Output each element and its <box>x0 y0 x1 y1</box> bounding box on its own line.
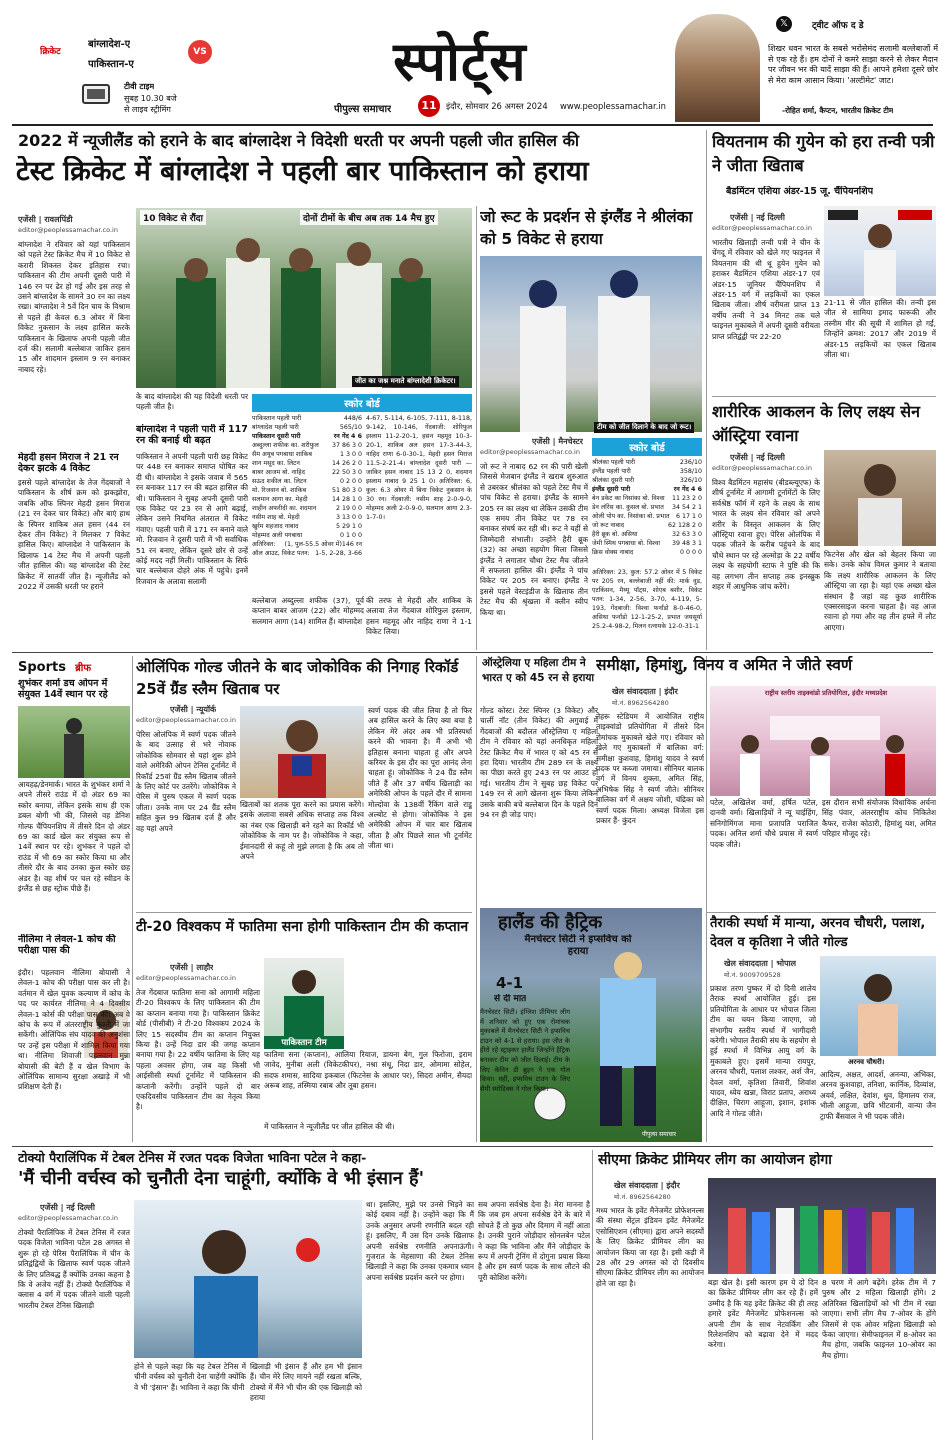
djokovic-email: editor@peoplessamachar.co.in <box>136 716 236 724</box>
himanshu-byline: खेल संवाददाता | इंदौर <box>612 687 678 696</box>
eng-scoreboard-text: अतिरिक्त: 23, कुल: 57.2 ओवर में 5 विकेट पर 205 रन, बल्लेबाजी नहीं की: मार्क वुड, एटकिंसन, मैथ्यू पॉट्स, शोएब बशीर, विकेट पतन: 1-34, 2-56, 3-70, 4-119, 5-193, गेंदबाजी: विश्वा फर्नांडो 8-0-46-0, असिथा फर्नांडो 12-1-25-2, प्रभात जयसूर्या 25.2-4-98-2, मिलन रत्नायके 12-0-31-1 <box>592 569 702 630</box>
sb1-row: ऑल आउट, विकेट पतन: 1-5, 2-28, 3-66 <box>252 550 362 557</box>
djokovic-headline: ओलिंपिक गोल्ड जीतने के बाद जोकोविक की निगाह रिकॉर्ड 25वें ग्रैंड स्लैम खिताब पर <box>136 658 459 698</box>
tweet-author: -रोहित शर्मा, कैप्टन, भारतीय क्रिकेट टीम <box>782 106 894 115</box>
bhavina-col5: सब अपना सर्वश्रेष्ठ देना है। मेरा मानना है कि जब हम अपना सर्वश्रेष्ठ देने के बारे में सोचते हैं तो कुछ और दिमाग में नहीं आता है। उनकी पुराने जोड़ीदार सोनलबेन पटेल ने कहा कि भाविना और मैंने जोड़ीदार के रूप में अपनी ट्रेनिंग में दोगुना प्रयास किया है और हम स्वर्ण पदक के साथ लौटने की पूरी कोशिश करेंगे। <box>478 1200 590 1282</box>
tanvi-byline: एजेंसी | नई दिल्ली <box>730 213 785 222</box>
sb1-row: शान मसूद का. लिटन 14 26 2 0 <box>252 460 362 467</box>
tweet-header: ट्वीट ऑफ द डे <box>812 21 864 31</box>
sb2-row: डेन लॉरेंस का. कुसल बो. प्रभात 34 54 2 1 <box>592 504 702 511</box>
eng-headline: जो रूट के प्रदर्शन से इंग्लैंड ने श्रीलंका को 5 विकेट से हराया <box>480 208 693 248</box>
sb1-row: पाकिस्तान पहली पारी 448/6 <box>252 415 362 422</box>
eng-scoreboard-title: स्कोर बोर्ड <box>592 438 702 456</box>
cm-headline: सीएमा क्रिकेट प्रीमियर लीग का आयोजन होगा <box>598 1152 832 1168</box>
sb1-row: मो. रिजवान बो. शाकिब 51 80 3 0 <box>252 487 362 494</box>
tv-icon <box>82 84 110 104</box>
eng-col1: जो रूट ने नाबाद 62 रन की पारी खेली जिससे मेजबान इंग्लैंड ने खराब शुरुआत से उबरकर श्रीलंका को पहले टेस्ट मैच में पांच विकेट से हराया। इंग्लैंड के सामने 205 रन का लक्ष्य था लेकिन उसकी टीम एक समय तीन विकेट पर 78 रन बनाकर संघर्ष कर रही थी। रूट ने यहीं से जिम्मेदारी संभाली। उन्होंने हैरी ब्रूक (32) का अच्छा सहयोग मिला जिससे इंग्लैंड ने लगातार चौथा टेस्ट मैच जीतने में सफलता हासिल की। इंग्लैंड ने पांच विकेट पर 205 रन बनाए। इंग्लैंड ने इससे पहले वेस्टइंडीज के खिलाफ तीन टेस्ट मैच की श्रृंखला में क्लीन स्वीप किया था। <box>480 462 588 617</box>
bhavina-byline: एजेंसी | नई दिल्ली <box>40 1203 95 1212</box>
scoreboard-1-right: 4-67, 5-114, 6-105, 7-111, 8-118, 9-142, 10-146, गेंदबाजी: शोरिफुल इस्लाम 11-2-20-1, हसन महमूद 10-3-20-1, शाकिब अल हसन 17-3-44-3, नाहिद राणा 6-0-30-1, मेहदी हसन मिराज 11.5-2-21-4। बांग्लादेश दूसरी पारी — जाकिर हसन नाबाद 15 13 2 0, शदमान इस्लाम नाबाद 9 25 1 0। अतिरिक्त: 6, कुल: 6.3 ओवर में बिना विकेट नुकसान के 30 रन। गेंदबाजी: नसीम शाह 2-0-9-0, मोहम्मद अली 2-0-9-0, सलमान आगा 2.3-1-7-0। <box>366 415 472 521</box>
taekwondo-photo <box>710 686 936 796</box>
lead-col2b: पाकिस्तान ने अपनी पहली पारी छह विकेट पर 448 रन बनाकर समाप्त घोषित कर दी थी। बांग्लादेश ने इसके जवाब में 565 रन बनाकर 117 रन की बढ़त हासिल की थी। पाकिस्तान ने सुबह अपनी दूसरी पारी एक विकेट पर 23 रन से आगे बढ़ाई, लेकिन उसने नियमित अंतराल में विकेट गंवाए। पहली पारी में 171 रन बनाने वाले मो. रिजवान ने दूसरी पारी में भी सर्वाधिक 51 रन बनाए, लेकिन दूसरे छोर से उन्हें कोई मदद नहीं मिली। पाकिस्तान के सिर्फ चार बल्लेबाज दोहरे अंक में पहुंचे। इनमें रिजवान के अलावा सलामी <box>136 452 248 586</box>
brief2-headline: नीलिमा ने लेवल-1 कोच की परीक्षा पास की <box>18 934 116 957</box>
dateline: इंदौर, सोमवार 26 अगस्त 2024 <box>446 101 548 111</box>
scoreboard-1-table <box>252 414 362 586</box>
haaland-headline: हालैंड की हैट्रिक <box>498 912 603 933</box>
bhavina-kicker: टोक्यो पैरालिंपिक में टेबल टेनिस में रजत पदक विजेता भाविना पटेल ने कहा- <box>18 1150 367 1165</box>
djokovic-col1: पेरिस ओलंपिक में स्वर्ण पदक जीतने के बाद उत्साह से भरे नोवाक जोकोविक सोमवार से यहां शुरू होने वाले अमेरिकी ओपन टेनिस टूर्नामेंट में रिकॉर्ड 25वां ग्रैंड स्लैम खिताब जीतने के लिए कोर्ट पर उतरेंगे। जोकोविक ने पेरिस में पुरुष एकल में स्वर्ण पदक जीता। उनके नाम पर 24 ग्रैंड स्लैम सहित कुल 99 खिताब दर्ज हैं और वह यहां अपने <box>136 730 236 833</box>
himanshu-col2: पटेल, अखिलेश वर्मा, हर्षित पटेल, दानवी वर्मा। खिलाड़ियों ने न्यू चाईहिंग, सनिगोमिंगज माना प्रजापति पराजित पदक। अनिल शर्मा चौथे प्रयास में स्वर्ण पदक जीते। <box>710 798 818 849</box>
sb1-row: सलमान आगा का. मेहदी 14 28 1 0 <box>252 496 362 503</box>
lakshya-byline: एजेंसी | नई दिल्ली <box>730 453 785 462</box>
bhavina-col1: टोक्यो पैरालिंपिक में टेबल टेनिस में रजत पदक विजेता भाविना पटेल 28 अगस्त से शुरू हो रहे पेरिस पैरालिंपिक में चीन के प्रतिद्वंद्वियों के खिलाफ स्वर्ण पदक जीतने के लिए प्रतिबद्ध हैं क्योंकि उनका कहना है कि वे अजेय नहीं हैं। टोक्यो पैरालिंपिक में क्लास 4 वर्ग में पदक जीतने वाली पहली भारतीय टेबल टेनिस खिलाड़ी <box>18 1228 130 1310</box>
lead-col3: बल्लेबाज अब्दुल्ला शफीक (37), पूर्व कप्तान बाबर आजम (22) और मोहम्मद सलमान आगा (14) शामिल हैं। बांग्लादेश <box>252 596 364 626</box>
tv-time: सुबह 10.30 बजे <box>124 94 177 103</box>
sb1-row: अतिरिक्त: (1, पुल-55.5 ओवर में)146 रन <box>252 541 362 548</box>
sb2-row: क्रिस वोक्स नाबाद 0 0 0 0 <box>592 549 702 556</box>
haaland-score: 4-1 <box>496 974 524 992</box>
tarakki-col2: आदित्य, अक्षत, आदर्श, अनन्या, अभिका, अरनव कुशवाहा, तनिशा, कार्निक, दिव्यांश, अयर्व, लक्षित, देवांश, धुव, हिमालय राज, भीली आहूजा, छवि भीटवानी, वान्‍या जैन ट्राफी बैंसवाल ने भी पदक जीते। <box>820 1070 936 1121</box>
fatima-team: फातिमा सना (कप्तान), आलिया रियाज, डायना बेग, गुल फिरोजा, इराम जावेद, मुनीबा अली (विकेटकीपर), नश्रा संधू, निदा डार, ओमामा सोहेल, सदफ शमास, सादिया इकबाल (फिटनेस के आधार पर), सिदरा अमीन, सैयदा अरूब शाह, तस्मिया रबाब और तूबा हसन। <box>264 1050 472 1091</box>
tanvi-headline: वियतनाम की गुयेन को हरा तन्वी पत्री ने जीता खिताब <box>712 132 935 175</box>
sb1-row: अब्दुल्ला शफीक का. शरीफुल 37 86 3 0 <box>252 442 362 449</box>
sb1-row: सैम अयूब पगबाधा शाकिब 1 3 0 0 <box>252 451 362 458</box>
bhavina-col4: था। इसलिए, मुझे पर उनसे भिड़ने का कोई दबाव नहीं है। उन्होंने कहा कि मैं उनके अनुसार अपनी रणनीति बदल रही हूं। इसलिए, मैं उस दिन उनके खिलाफ अपनी सर्वश्रेष्ठ रणनीति अपनाऊंगी। गुजरात के मेहसाणा की टेबल टेनिस खिलाड़ी ने कहा कि उनका एकमात्र ध्यान अपना सर्वश्रेष्ठ प्रदर्शन करने पर होगा। <box>366 1200 474 1282</box>
rohit-photo <box>675 14 760 122</box>
taekwondo-banner: राष्ट्रीय स्तरीय ताइक्वांडो प्रतियोगिता, इंदौर मध्यप्रदेश <box>764 689 888 697</box>
brief1-headline: शुभंकर शर्मा डच ओपन में संयुक्त 14वें स्थान पर रहे <box>18 678 108 701</box>
sb2-row: श्रीलंका पहली पारी 236/10 <box>592 459 702 466</box>
eng-scoreboard-table <box>592 458 702 566</box>
scoreboard-1-title: स्कोर बोर्ड <box>252 394 472 412</box>
sb1-row: बांग्लादेश पहली पारी 565/10 <box>252 424 362 431</box>
djokovic-col3: स्वर्ण पदक की जीत लिया है तो फिर अब हासिल करने के लिए क्या बचा है लेकिन मेरे अंदर अब भी प्रतिस्पर्धा करने की भावना है। मैं अभी भी इतिहास बनाना चाहता हूं और अपने करियर के इस दौर का पूरा आनंद लेना चाहता हूं। जोकोविक ने 24 ग्रैंड स्लैम जीते हैं और 37 वर्षीय खिलाड़ी का अमेरिकी ओपन के पहले दौर में सामना मोल्दोवा के 138वीं रैंकिंग वाले राडू अल्बोट से होगा। जोकोविक ने इस अमेरिकी ओपन में चार बार खिताब जीता है और पिछले साल भी टूर्नामेंट जीता था। <box>368 706 472 851</box>
lead-col4: की तरफ से मेहदी और शाकिब के अलावा तेज गेंदबाज शोरिफुल इस्लाम, हसन महमूद और नाहिद राणा ने 1-1 विकेट लिया। <box>366 596 472 637</box>
tarakki-byline: खेल संवाददाता | भोपाल <box>724 959 797 968</box>
sb1-row: सऊद शकील का. लिटन 0 2 0 0 <box>252 478 362 485</box>
lakshya-col1: विश्व बैडमिंटन महासंघ (बीडब्ल्यूएफ) के शीर्ष टूर्नामेंट में आगामी टूर्नामेंटों के लिए सर्वश्रेष्ठ फॉर्म में रहने के लक्ष्य के साथ भारत के लक्ष्य सेन रविवार को अपने शरीर के विस्तृत आकलन के लिए ऑस्ट्रिया रवाना हुए। पेरिस ओलंपिक में पदक जीतने के करीब पहुंचने के बाद चौथे स्थान पर रहे अल्मोड़ा के 22 वर्षीय लक्ष्य के सहयोगी स्टाफ ने पुष्टि की कि वह लगभग तीन सप्ताह तक इनस्ब्रुक शहर में आधुनिक जांच करेंगे। <box>712 478 820 592</box>
team1: बांग्लादेश-ए <box>88 39 131 50</box>
lakshya-headline: शारीरिक आकलन के लिए लक्ष्य सेन ऑस्ट्रिया रवाना <box>712 402 920 445</box>
lakshya-photo <box>824 450 936 546</box>
section-title: स्पोर्ट्स <box>393 29 527 93</box>
bhavina-col3: खिलाड़ी भी इंसान हैं और हम भी इंसान हैं। चीन मेरे लिए मायने नहीं रखता बल्कि, टोक्यो में मैंने भी चीन की एक खिलाड़ी को हराया <box>250 1362 362 1403</box>
lakshya-email: editor@peoplessamachar.co.in <box>712 464 812 472</box>
website[interactable]: www.peoplessamachar.in <box>560 101 666 111</box>
djokovic-photo <box>240 706 364 798</box>
tv-channel: से लाइव स्ट्रीमिंग <box>124 105 171 114</box>
tweet-text: शिखर धवन भारत के सबसे भरोसेमंद सलामी बल्लेबाजों में से एक रहे हैं। हम दोनों ने कमरे साझा करने से लेकर मैदान पर जीवन भर की यादें साझा की हैं। आपने हमेशा दूसरे छोर से मेरा काम आसान किया। 'अल्टीमेट' जाट। <box>768 44 938 85</box>
sb2-row: हैरी ब्रूक बो. असिथा 32 63 3 0 <box>592 531 702 538</box>
bhavina-headline: 'मैं चीनी वर्चस्व को चुनौती देना चाहूंगी, क्योंकि वे भी इंसान हैं' <box>18 1168 425 1189</box>
bhavina-email: editor@peoplessamachar.co.in <box>18 1214 118 1222</box>
sb1-row: पाकिस्तान दूसरी पारी रन गेंद 4 6 <box>252 433 362 440</box>
sb2-row: इंग्लैंड दूसरी पारी रन गेंद 4 6 <box>592 486 702 493</box>
djokovic-byline: एजेंसी | न्यूयॉर्क <box>170 705 217 714</box>
lead-sub2: बांग्लादेश ने पहली पारी में 117 रन की बनाई थी बढ़त <box>136 424 248 447</box>
tanvi-col1: भारतीय खिलाड़ी तन्वी पत्री ने चीन के चेंगदू में रविवार को खेले गए फाइनल में वियतनाम की थी थू हुयेन गुयेन को हराकर बैडमिंटन एशिया अंडर-17 एवं अंडर-15 जूनियर चैंपियनशिप में अंडर-15 वर्ग में लड़कियों का एकल खिताब जीता। शीर्ष वरीयता प्राप्त 13 वर्षीय तन्वी ने 34 मिनट तक चले फाइनल मुकाबले में अपनी दूसरी वरीयता प्राप्त प्रतिद्वंद्वी पर 22-20 <box>712 238 820 341</box>
fatima-team-label: पाकिस्तान टीम <box>264 1036 344 1049</box>
brief1-text: आयहढ़/डेनमार्क। भारत के शुभंकर शर्मा ने अपने तीसरे राउंड में दो अंडर 69 का स्कोर बनाया, लेकिन इसके साथ ही एक डबल बोगी भी की, जिससे वह डेनिश गोल्फ चैंपियनशिप में तीसरे दिन दो अंडर 69 का कार्ड खेल कर संयुक्त रूप से 14वें स्थान पर रहे। शुभंकर ने पहले दो राउंड में भी 69 का स्कोर किया था और तीसरे दौर के बाद उनका कुल स्कोर छह अंडर है। वह शीर्ष पर चल रहे स्वीडन के इंग्लैंड से छह स्ट्रोक पीछे हैं। <box>18 780 130 894</box>
arnav-photo <box>820 956 936 1056</box>
sb1-row: नसीम शाह बो. मेहदी 3 13 0 0 <box>252 514 362 521</box>
fatima-photo <box>264 958 344 1044</box>
djokovic-col2: खिताबों का शतक पूरा करने का प्रयास करेंगे। इसके अलावा सबसे अधिक सप्ताह तक विश्व का नंबर एक खिलाड़ी बने रहने का रिकॉर्ड भी जोकोविक के नाम पर है। जोकोविक ने कहा, ईमानदारी से कहूं तो मुझे लगता है कि अब तो अपने <box>240 800 364 862</box>
sb2-row: इंग्लैंड पहली पारी 358/10 <box>592 468 702 475</box>
arnav-caption: अरनव चौधरी। <box>848 1058 885 1066</box>
lead-headline: टेस्ट क्रिकेट में बांग्लादेश ने पहली बार पाकिस्तान को हराया <box>16 156 589 187</box>
brief-logo-text: Sports <box>18 660 66 675</box>
fatima-email: editor@peoplessamachar.co.in <box>136 974 236 982</box>
tv-time-label: टीवी टाइम <box>124 82 155 91</box>
lead-photo <box>136 208 472 388</box>
bhavina-col2: होने से पहले कहा कि यह टेबल टेनिस में चीनी वर्चस्व को चुनौती देना चाहेंगी क्योंकि वे भी 'इंसान' हैं। भाविना ने कहा कि चीनी <box>134 1362 246 1392</box>
lead-col1: बांग्लादेश ने रविवार को यहां पाकिस्तान को पहले टेस्ट क्रिकेट मैच में 10 विकेट से करारी शिकस्त देकर इतिहास रचा। पाकिस्तान की टीम अपनी दूसरी पारी में 146 रन पर ढेर हो गई और इस तरह से उसने बांग्लादेश के सामने 30 रन का लक्ष्य रखा। बांग्लादेश ने 5वें दिन चाय के विश्राम से पहले ही केवल 6.3 ओवर में बिना विकेट नुकसान के लक्ष्य हासिल करके पाकिस्तान के खिलाफ अपनी पहली जीत दर्ज की। सलामी बल्लेबाज जाकिर हसन 15 और शादमान इस्लाम 9 रन बनाकर नाबाद रहे। <box>18 240 130 374</box>
lead-kicker: 2022 में न्यूजीलैंड को हराने के बाद बांग्लादेश ने विदेशी धरती पर अपनी पहली जीत हासिल की <box>18 131 580 150</box>
himanshu-col1: नेहरू स्टेडियम में आयोजित राष्ट्रीय ताइक्वांडो प्रतियोगिता में तीसरे दिन रोमांचक मुकाबले खेले गए। रविवार को खेले गए मुकाबलों में बालिका वर्ग: समीक्षा कुशवाह, हिमांशु यादव ने स्वर्ण पदक पर कब्जा जमाया। सीनियर बालक वर्ग में विनय शुक्ला, अमित सिंह, अभिषेक सिंह ने स्वर्ण जीते। सीनियर बालिका वर्ग में अक्षय जोशी, चंद्रिका को स्वर्ण पदक मिला। अध्यक्ष विजेता इस प्रकार हैं- कुंदन <box>596 712 704 826</box>
himanshu-col3: इस दौरान सभी संयोजक विधायिक अर्चना सिंह पंवार, अंतरराष्ट्रीय कोच निकितेश कैफर, राजेश कोठारी, हिमांशु यश, अमित परिहार मौजूद रहे। <box>822 798 936 839</box>
eng-photo <box>480 256 702 432</box>
fatima-col1: तेज गेंदबाज फातिमा सना को आगामी महिला टी-20 विश्वकप के लिए पाकिस्तान की टीम का कप्तान बनाया गया है। पाकिस्तान क्रिकेट बोर्ड (पीसीबी) ने टी-20 विश्वकप 2024 के लिए 15 सदस्यीय टीम का कप्तान नियुक्त किया है। उन्हें निदा डार की जगह कप्तान बनाया गया है। 22 वर्षीय फातिमा के लिए यह पहला अवसर होगा, जब वह किसी भी आईसीसी स्पर्धा टूर्नामेंट में पाकिस्तान की कप्तानी करेंगी। उन्होंने पहले दो बार एकदिवसीय पाकिस्तान टीम का नेतृत्व किया है। <box>136 988 260 1112</box>
sb2-row: श्रीलंका दूसरी पारी 326/10 <box>592 477 702 484</box>
tanvi-photo <box>824 206 936 296</box>
tanvi-kicker: बैडमिंटन एशिया अंडर-15 जू. चैंपियनशिप <box>726 186 874 197</box>
cm-mobile: मो.नं. 8962564280 <box>614 1193 671 1201</box>
eng-byline: एजेंसी | मैनचेस्टर <box>532 437 584 446</box>
lead-col1b: इससे पहले बांग्लादेश के तेज गेंदबाजों ने पाकिस्तान के शीर्ष क्रम को झकझोरा, जबकि ऑफ स्पिनर मेहदी हसन मिराज (21 रन देकर चार विकेट) और बाएं हाथ के स्पिनर शाकिब अल हसन (44 रन देकर तीन विकेट) ने मिलकर 7 विकेट हासिल किए। बांग्लादेश ने पाकिस्तान के खिलाफ 14 टेस्ट मैच में अपनी पहली जीत हासिल की। यह बांग्लादेश की टेस्ट क्रिकेट में सातवीं जीत है। न्यूजीलैंड को 2022 में उसकी धरती पर हराने <box>18 478 130 592</box>
tarakki-col1: प्रकाश तरण पुष्कर में दो दिनी शालेय तैराक स्पर्धा आयोजित हुई। इस प्रतियोगिता के आधार पर भोपाल जिला टीम का चयन किया जाएगा, जो संभागीय स्तरीय स्पर्धा में भागीदारी करेगी। भोपाल तैराकी संघ के सहयोग से हुई स्पर्धा में विभिन्न आयु वर्ग के मुकाबले हुए। इसमें मान्या रायपुर, अरनव चौधरी, पलाश लश्कर, अर्श जैन, देवल वर्मा, कृतिशा तिवारी, शिवांश यादव, ध्येय खन्ना, विराट प्रताप, अराध्य दीक्षित, चिराग आहूजा, इशान, इशांक आदि ने गोल्ड जीते। <box>710 984 816 1118</box>
golfer-photo <box>18 706 130 778</box>
fatima-byline: एजेंसी | लाहौर <box>170 963 214 972</box>
lead-sub1: मेहदी हसन मिराज ने 21 रन देकर झटके 4 विकेट <box>18 452 119 475</box>
tarakki-headline: तैराकी स्पर्धा में मान्या, अरनव चौधरी, पलाश, देवल व कृतिशा ने जीते गोल्ड <box>710 916 926 950</box>
aus-headline: ऑस्ट्रेलिया ए महिला टीम ने भारत ए को 45 रन से हराया <box>482 657 595 684</box>
haaland-score-sub: से दी मात <box>494 994 527 1004</box>
fatima-foot: में पाकिस्तान ने न्यूजीलैंड पर जीत हासिल की थी। <box>264 1122 395 1131</box>
tanvi-col2: 21-11 से जीत हासिल की। तन्वी इस जीत से सामिया इमाद फारूकी और तस्नीम मीर की सूची में शामिल हो गईं, जिन्होंने क्रमश: 2017 और 2019 में अंडर-15 लड़कियों का एकल खिताब जीता था। <box>824 298 936 360</box>
lakshya-col2: फिटनेस और खेल को बेहतर किया जा सके। उनके कोच विमल कुमार ने बताया कि लक्ष्य शारीरिक आकलन के लिए ऑस्ट्रिया जा रहा है। यहां एक अच्छा खेल संस्थान है जहां वह कुछ शारीरिक एक्सरसाइज करना चाहता है। वह आज रवाना हो गया और वह तीन हफ्ते में लौट आएगा। <box>824 550 936 632</box>
masthead <box>0 0 945 124</box>
page-number: 11 <box>418 95 440 117</box>
eng-photo-caption: टीम को जीत दिलाने के बाद जो रूट। <box>594 422 694 433</box>
tarakki-mobile: मो.नं. 9009709528 <box>724 971 781 979</box>
lead-col2: के बाद बांग्लादेश की यह विदेशी धरती पर पहली जीत है। <box>136 392 248 412</box>
cm-photo <box>708 1178 936 1274</box>
paper-name: पीपुल्स समाचार <box>334 104 392 115</box>
lead-byline: एजेंसी | रावलपिंडी <box>18 215 73 224</box>
sb2-row: ओली पोप का. निसांका बो. प्रभात 6 17 1 0 <box>592 513 702 520</box>
sb2-row: जो रूट नाबाद 62 128 2 0 <box>592 522 702 529</box>
haaland-text: मैनचेस्टर सिटी। इंग्लिश प्रीमियर लीग में शनिवार को हुए एक रोमांचक मुकाबले में मैनचेस्टर सिटी ने इप्सविच टाउन को 4-1 से हराया। इस जीत के हीरो रहे स्ट्राइकर हालैंड जिन्होंने हैट्रिक बनाकर टीम को जीत दिलाई। टीम के लिए केविन डी ब्रुइन ने एक गोल किया। वहीं, इप्सविच टाउन के लिए सैमी स्मोडिक्स ने गोल किया। <box>480 1008 570 1093</box>
sb2-row: बेन डकेट का निसांका बो. विश्वा 11 23 2 0 <box>592 495 702 502</box>
cm-col2: बड़ा खेल है। इसी कारण हम ये दो दिन का क्रिकेट प्रीमियर लीग कर रहे हैं। हमें उम्मीद है कि यह इवेंट क्रिकेट की ही तरह हमारे इवेंट मैनेजमेंट प्रोफेशनल्स को अपनी टीम के साथ नेटवर्किंग और रिलेशनशिप को बढ़ावा देने में मदद करेगा। <box>708 1278 818 1350</box>
sb1-row: मोहम्मद अली पगबाधा 0 1 0 0 <box>252 532 362 539</box>
sb1-row: शाहीन अफरीदी का. शदमान 2 19 0 0 <box>252 505 362 512</box>
x-logo-icon: 𝕏 <box>776 16 792 32</box>
photo-label-1: 10 विकेट से रौंदा <box>140 210 206 225</box>
cm-byline: खेल संवाददाता | इंदौर <box>614 1181 680 1190</box>
team2: पाकिस्तान-ए <box>88 59 134 70</box>
himanshu-mobile: मो.नं. 8962564280 <box>612 699 669 707</box>
vs-badge: VS <box>188 40 212 64</box>
sb2-row: जेमी स्मिथ पगबाधा बो. विश्वा 39 48 3 1 <box>592 540 702 547</box>
bhavina-photo <box>134 1200 362 1358</box>
sb1-row: खुर्रम शहजाद नाबाद 5 29 1 0 <box>252 523 362 530</box>
lead-email: editor@peoplessamachar.co.in <box>18 226 118 234</box>
cricket-tag: क्रिकेट <box>40 47 61 57</box>
fatima-headline: टी-20 विश्वकप में फातिमा सना होगी पाकिस्तान टीम की कप्तान <box>136 919 469 935</box>
eng-email: editor@peoplessamachar.co.in <box>480 448 580 456</box>
sports-brief-logo <box>18 656 130 676</box>
brief-logo-suffix: ब्रीफ <box>75 663 92 674</box>
sb1-row: बाबर आजम बो. नाहिद 22 50 3 0 <box>252 469 362 476</box>
cm-col3: 8 चरण में आगे बढ़ेंगे। हरेक टीम में 7 पुरुष और 2 महिला खिलाड़ी होंगे। 2 अतिरिक्त खिलाड़ियों को भी टीम में रखा जाएगा। सभी लीग मैच 7-ओवर के होंगे जिसमें से एक ओवर महिला खिलाड़ी को फेंका जाएगा। सेमीफाइनल में 8-ओवर का मैच होगा, जबकि फाइनल 10-ओवर का मैच होगा। <box>822 1278 936 1360</box>
brief2-text: इंदौर। पहलवान नीलिमा बोयासी ने लेवल-1 कोच की परीक्षा पास कर ली है। वर्तमान में खेल युवक कल्याण में कोच के पद पर कार्यरत नीलिमा ने 4 दिवसीय लेवल-1 कोर्स की परीक्षा पास की। अब वे कोच के रूप में अंतरराष्ट्रीय कुश्ती में जा सकेंगी। ओलिंपिक संघ यादव की अनुशंसा पर उन्हें इस परीक्षा में शामिल किया गया था। नीलिमा शिवाजी पहलवान मुन्ना बोयासी की बेटी हैं व खेल विभाग के ओलिंपिक सामान्य सुरक्षा अखाड़े में भी प्रशिक्षण देती हैं। <box>18 968 130 1092</box>
lead-photo-caption: जीत का जश्न मनाते बांग्लादेशी क्रिकेटर। <box>352 376 459 387</box>
cm-col1: मध्य भारत के इवेंट मैनेजमेंट प्रोफेशनल्स की संस्था सेंट्रल इंडियन इवेंट मैनेजमेंट एसोसिएशन (सीएमा) द्वारा अपने सदस्यों के लिए क्रिकेट प्रीमियर लीग का आयोजन किया जा रहा है। इसी कड़ी में 28 और 29 अगस्त को दो दिवसीय सीएमा क्रिकेट प्रीमियर लीग का आयोजन होने जा रहा है। <box>596 1206 704 1288</box>
photo-label-2: दोनों टीमों के बीच अब तक 14 मैच हुए <box>300 210 438 225</box>
aus-text: गोल्ड कोस्ट। टेस्ट स्पिनर (3 विकेट) और चार्ली नॉट (तीन विकेट) की अगुवाई में गेंदबाजों की बदौलत ऑस्ट्रेलिया ए महिला टीम ने रविवार को यहां अनधिकृत महिला टेस्ट क्रिकेट मैच में भारत ए को 45 रन से हरा दिया। भारतीय टीम 289 रन के लक्ष्य का पीछा करते हुए 243 रन पर आउट हो गई। भारतीय टीम ने सुबह छह विकेट पर 149 रन से आगे खेलना शुरू किया लेकिन उसके बाकी बचे बल्लेबाज दिन के पहले दिन 94 रन ही जोड़ पाए। <box>480 706 598 820</box>
haaland-sub: मैनचेस्टर सिटी ने इप्सविच को हराया <box>524 934 632 957</box>
tanvi-email: editor@peoplessamachar.co.in <box>712 224 812 232</box>
himanshu-headline: समीक्षा, हिमांशु, विनय व अमित ने जीते स्वर्ण <box>596 656 853 674</box>
haaland-credit: पीपुल्स समाचार <box>642 1131 677 1138</box>
